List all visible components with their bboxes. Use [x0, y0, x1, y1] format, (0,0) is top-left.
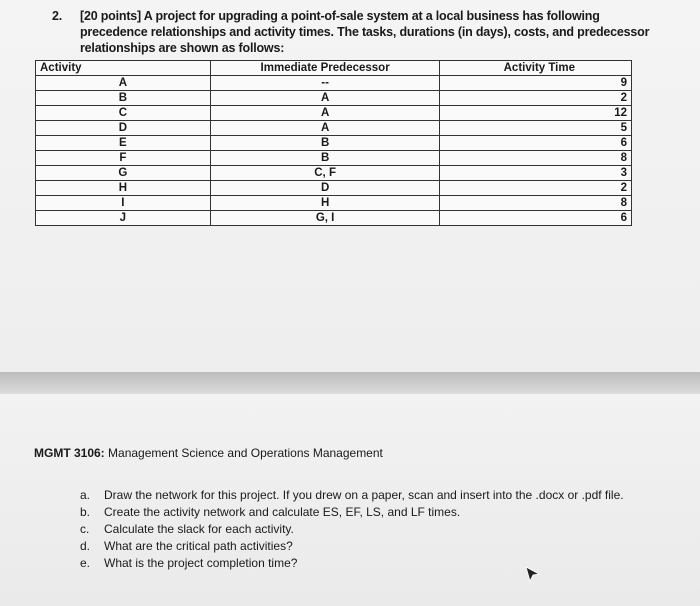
table-row — [36, 91, 632, 106]
question-text: [20 points] A project for upgrading a point-of-sale system at a local business has following precedence relationships and activity times. The tasks, durations (in days), costs, and predecessor relationships are shown as follows: — [80, 9, 650, 55]
activity-cell: C — [36, 106, 211, 121]
list-item-text: Calculate the slack for each activity. — [104, 522, 294, 536]
table-row — [36, 106, 632, 121]
table-header-row — [36, 61, 632, 76]
list-item-text: Draw the network for this project. If you drew on a paper, scan and insert into the .docx or .pdf file. — [104, 488, 624, 502]
time-cell: 8 — [440, 196, 632, 211]
table-row — [36, 181, 632, 196]
activity-cell: G — [36, 166, 211, 181]
time-cell: 5 — [440, 121, 632, 136]
time-cell: 8 — [440, 151, 632, 166]
list-item-text: Create the activity network and calculate ES, EF, LS, and LF times. — [104, 505, 461, 519]
question-2 — [52, 8, 652, 56]
predecessor-cell: C, F — [210, 166, 440, 181]
time-cell: 3 — [440, 166, 632, 181]
activity-cell: B — [36, 91, 211, 106]
time-cell: 12 — [440, 106, 632, 121]
question-number: 2. — [52, 9, 63, 23]
list-item — [80, 504, 640, 521]
predecessor-cell: H — [210, 196, 440, 211]
activity-cell: I — [36, 196, 211, 211]
list-marker: c. — [80, 522, 90, 536]
list-item — [80, 538, 640, 555]
list-item — [80, 521, 640, 538]
time-cell: 2 — [440, 91, 632, 106]
predecessor-cell: D — [210, 181, 440, 196]
activity-cell: F — [36, 151, 211, 166]
activity-cell: D — [36, 121, 211, 136]
predecessor-cell: A — [210, 91, 440, 106]
table-row — [36, 196, 632, 211]
predecessor-cell: A — [210, 121, 440, 136]
list-item-text: What are the critical path activities? — [104, 539, 293, 553]
time-cell: 6 — [440, 136, 632, 151]
course-code: MGMT 3106: — [34, 446, 105, 460]
list-marker: e. — [80, 556, 91, 570]
activity-cell: H — [36, 181, 211, 196]
predecessor-cell: -- — [210, 76, 440, 91]
predecessor-cell: G, I — [210, 211, 440, 226]
page-break-band — [0, 372, 700, 394]
table-row — [36, 166, 632, 181]
activity-table — [35, 60, 632, 226]
time-cell: 2 — [440, 181, 632, 196]
list-marker: d. — [80, 539, 91, 553]
list-item — [80, 555, 640, 572]
table-row — [36, 121, 632, 136]
predecessor-cell: B — [210, 151, 440, 166]
table-row — [36, 211, 632, 226]
list-marker: b. — [80, 505, 91, 519]
list-item-text: What is the project completion time? — [104, 556, 298, 570]
activity-cell: A — [36, 76, 211, 91]
header-activity: Activity — [36, 61, 211, 76]
time-cell: 9 — [440, 76, 632, 91]
table-row — [36, 136, 632, 151]
predecessor-cell: B — [210, 136, 440, 151]
header-activity-time: Activity Time — [440, 61, 632, 76]
activity-cell: E — [36, 136, 211, 151]
predecessor-cell: A — [210, 106, 440, 121]
table-row — [36, 76, 632, 91]
header-predecessor: Immediate Predecessor — [210, 61, 440, 76]
course-heading — [34, 446, 383, 460]
list-marker: a. — [80, 488, 91, 502]
activity-cell: J — [36, 211, 211, 226]
mouse-pointer-icon — [525, 566, 541, 582]
list-item — [80, 487, 640, 504]
table-row — [36, 151, 632, 166]
course-title: Management Science and Operations Management — [108, 446, 383, 460]
task-list — [80, 487, 640, 572]
time-cell: 6 — [440, 211, 632, 226]
